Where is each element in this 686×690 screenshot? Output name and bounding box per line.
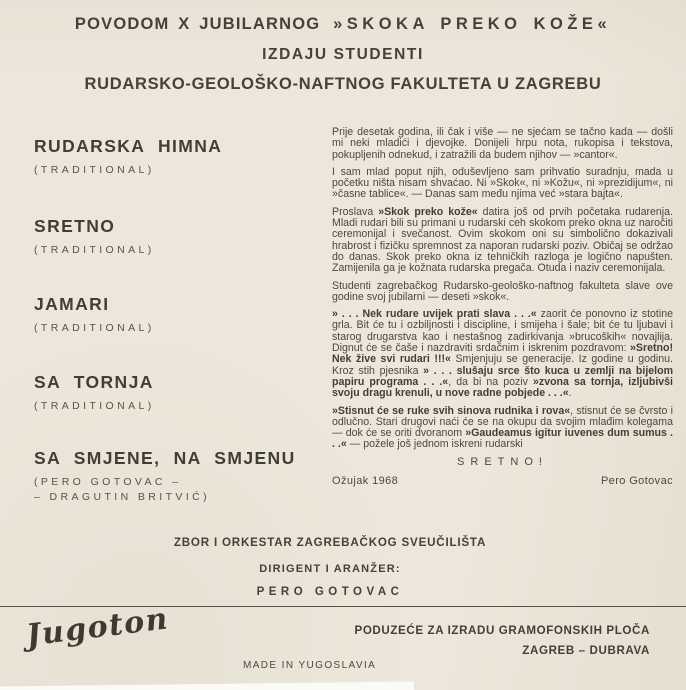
date-label: Ožujak 1968 <box>332 475 399 488</box>
header-line-1 <box>0 15 686 34</box>
byline-row <box>332 476 673 487</box>
track-item <box>34 294 155 336</box>
text-segment: , stisnut će se čvrsto i odlučno. Stari drugovi naći će se na okupu da svojim mlađim kolegama — dok će se oriti dvoranom <box>332 404 674 440</box>
choir-credit: ZBOR I ORKESTAR ZAGREBAČKOG SVEUČILIŠTA <box>173 536 487 549</box>
publisher-city: ZAGREB – DUBRAVA <box>522 644 650 657</box>
header <box>0 15 686 94</box>
text-segment: Smjenjuju se generacije. Iz godine u godinu. Kroz stih pjesnika <box>332 353 673 377</box>
footer-divider <box>0 606 686 607</box>
text-segment: zaorit će ponovno iz stotine grla. Bit će tu i ozbiljnosti i discipline, i smijeha i šale; bit će tu ljubavi i starog drugarstva kao i nestašnog zadirkivanja »brucoških« novajlija. Dignut će se čaše i nazdraviti srdačnim i iskrenim pozdravom: <box>332 308 673 355</box>
jugoton-logo: Jugoton <box>24 601 171 654</box>
track-credit: (TRADITIONAL) <box>34 400 155 412</box>
performer-credits <box>0 536 660 598</box>
text-segment: datira još od prvih početaka rudarenja. Mladi rudari bili su primani u rudarski ceh skokom preko okna uz naročiti ceremonijal i svečanost. Ovim skokom oni su simbolično dokazivali hrabrost i fizičku spremnost za naporan rudarski poziv. Običaj se održao do danas. Skok preko okna iz tehničkih razloga je logično napušten. Zamijenila ga je kožnata rudarska pregača. Otuda i naziv ceremonijala. <box>332 205 673 275</box>
track-credit: (PERO GOTOVAC – <box>34 476 182 488</box>
track-credit: (TRADITIONAL) <box>34 164 155 176</box>
publisher-name: PODUZEĆE ZA IZRADU GRAMOFONSKIH PLOČA <box>354 624 650 637</box>
track-item <box>34 136 222 178</box>
text-segment: Proslava <box>332 205 379 218</box>
text-segment: »Stisnut će se ruke svih sinova rudnika i rova« <box>332 404 571 417</box>
header-line-2: IZDAJU STUDENTI <box>262 46 424 63</box>
track-credit: – DRAGUTIN BRITVIĆ) <box>34 491 211 503</box>
text-segment: »Gaudeamus igitur iuvenes dum sumus . . .« <box>332 427 674 451</box>
header-line-3: RUDARSKO-GEOLOŠKO-NAFTNOG FAKULTETA U ZAGREBU <box>84 75 602 93</box>
track-title: JAMARI <box>34 294 110 314</box>
publisher-block <box>354 621 650 661</box>
header-occasion-text: POVODOM X JUBILARNOG <box>74 15 321 33</box>
liner-notes <box>332 127 673 487</box>
liner-paragraph <box>332 281 673 304</box>
text-segment: . <box>568 387 572 400</box>
closing-exclamation: SRETNO! <box>457 455 548 468</box>
track-title: SRETNO <box>34 216 116 236</box>
liner-paragraph <box>332 207 673 275</box>
track-title: RUDARSKA HIMNA <box>34 136 223 156</box>
text-segment: »zvona sa tornja, izljubivši svoju dragu krenuli, u nove radne pobjede . . .« <box>332 375 673 400</box>
album-title: »SKOKA PREKO KOŽE« <box>333 15 612 33</box>
text-segment: Studenti zagrebačkog Rudarsko-geološko-naftnog fakulteta slave ove godine svoj jubilarni — deseti »skok«. <box>332 279 673 303</box>
track-title: SA SMJENE, NA SMJENU <box>34 448 296 468</box>
liner-paragraph <box>332 406 673 451</box>
text-segment: , da bi na poziv <box>448 375 533 388</box>
track-item <box>34 372 155 414</box>
author-signature: Pero Gotovac <box>600 475 673 488</box>
text-segment: — požele još jednom iskreni rudarski <box>346 438 523 451</box>
text-segment: » . . . slušaju srce što kuca u zemlji na bijelom papiru programa . . .« <box>332 364 674 388</box>
track-item <box>34 448 296 505</box>
track-item <box>34 216 155 258</box>
liner-paragraph <box>332 167 673 201</box>
conductor-name: PERO GOTOVAC <box>256 586 404 598</box>
text-segment: » . . . Nek rudare uvijek prati slava . . .« <box>332 308 537 321</box>
paper-scan-edge <box>0 681 414 690</box>
track-credit: (TRADITIONAL) <box>34 244 155 256</box>
text-segment: »Skok preko kože« <box>378 205 478 218</box>
text-segment: »Sretno! Nek žive svi rudari !!!« <box>332 342 673 366</box>
text-segment: Prije desetak godina, ili čak i više — ne sjećam se tačno kada — došli mi neki mladići i djevojke. Donijeli hrpu nota, rukopisa i tekstova, pokupljenih odnekud, i zatražili da budem njihov — »cantor«. <box>332 126 673 161</box>
made-in-label: MADE IN YUGOSLAVIA <box>243 660 377 671</box>
liner-paragraph <box>332 309 673 399</box>
track-credit: (TRADITIONAL) <box>34 322 155 334</box>
track-title: SA TORNJA <box>34 372 154 392</box>
conductor-role-label: DIRIGENT I ARANŽER: <box>259 563 401 575</box>
text-segment: I sam mlad poput njih, oduševljeno sam prihvatio suradnju, mada u početku ništa nisam shvaćao. Ni »Skok«, ni »Kožu«, ni »prezidijum«, ni »časne tablice«. — Danas sam među njima već »stara bajta«. <box>332 165 673 201</box>
liner-paragraph <box>332 127 673 161</box>
